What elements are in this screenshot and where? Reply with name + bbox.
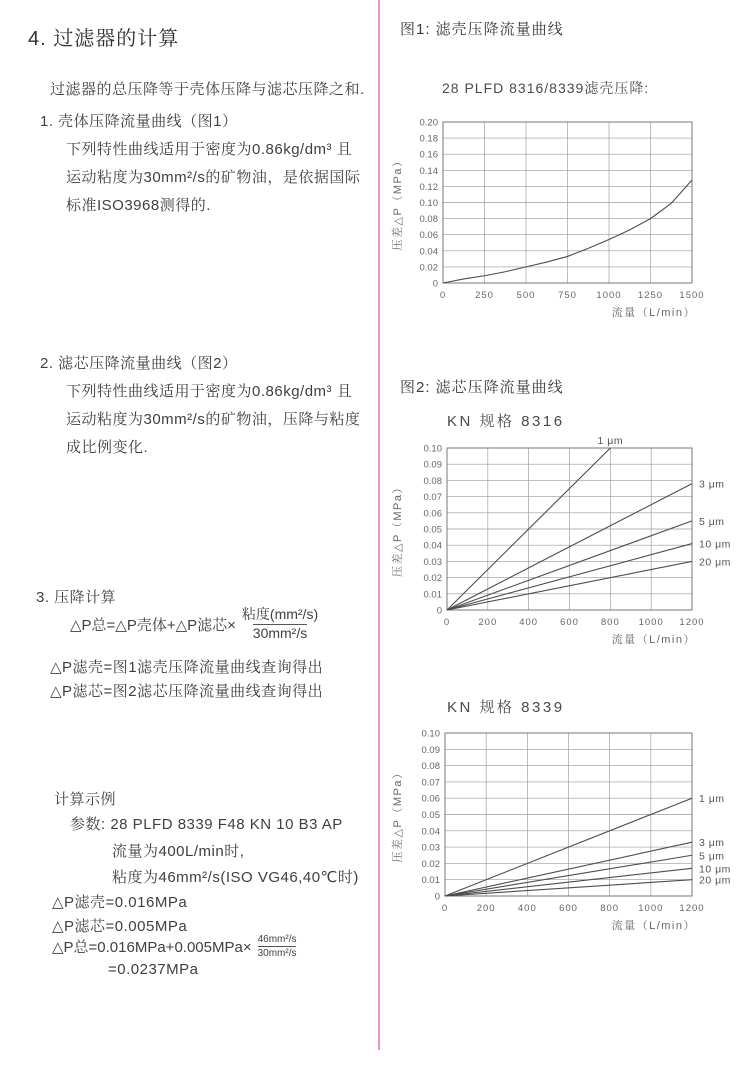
svg-text:250: 250	[475, 290, 494, 301]
figure-2-label: 图2: 滤芯压降流量曲线	[400, 379, 564, 396]
svg-text:0.07: 0.07	[421, 777, 440, 789]
section-1-line1: 下列特性曲线适用于密度为0.86kg/dm³ 且	[66, 141, 353, 158]
svg-text:0.03: 0.03	[423, 556, 442, 568]
chart-3-title: KN 规格 8339	[447, 699, 565, 716]
svg-text:0.20: 0.20	[419, 117, 438, 129]
page-title: 4. 过滤器的计算	[28, 28, 180, 50]
svg-text:0.07: 0.07	[423, 492, 442, 504]
formula-left-part: △P总=△P壳体+△P滤芯×	[70, 616, 236, 634]
section-2-line1: 下列特性曲线适用于密度为0.86kg/dm³ 且	[66, 383, 353, 400]
example-flow: 流量为400L/min时,	[112, 843, 245, 860]
svg-text:0.16: 0.16	[419, 149, 438, 161]
section-1-line2: 运动粘度为30mm²/s的矿物油，是依据国际	[66, 169, 361, 186]
section-2-line2: 运动粘度为30mm²/s的矿物油，压降与粘度	[66, 411, 361, 428]
svg-text:600: 600	[559, 903, 578, 914]
svg-text:0.08: 0.08	[419, 214, 438, 226]
svg-text:流量（L/min）: 流量（L/min）	[611, 634, 696, 646]
intro-text: 过滤器的总压降等于壳体压降与滤芯压降之和.	[50, 81, 365, 98]
svg-text:800: 800	[600, 903, 620, 914]
svg-text:压差△P（MPa）: 压差△P（MPa）	[392, 154, 404, 251]
example-fraction-denominator: 30mm²/s	[257, 948, 297, 959]
shell-lookup-line: △P滤壳=图1滤壳压降流量曲线查询得出	[50, 659, 324, 676]
svg-text:200: 200	[478, 617, 498, 628]
svg-text:1200: 1200	[679, 617, 705, 628]
example-total-formula	[52, 933, 296, 960]
svg-text:0.02: 0.02	[421, 858, 440, 870]
svg-text:400: 400	[519, 617, 539, 628]
svg-text:600: 600	[560, 617, 579, 628]
svg-text:0.06: 0.06	[421, 793, 440, 805]
fraction-numerator: 粘度(mm²/s)	[241, 606, 319, 622]
section-1	[40, 108, 360, 220]
svg-text:压差△P（MPa）: 压差△P（MPa）	[392, 766, 404, 863]
svg-text:0.04: 0.04	[419, 246, 438, 258]
svg-text:0.08: 0.08	[423, 475, 442, 487]
svg-text:0.02: 0.02	[423, 573, 442, 585]
example-heading: 计算示例	[54, 791, 117, 808]
svg-text:200: 200	[476, 903, 496, 914]
svg-text:压差△P（MPa）: 压差△P（MPa）	[392, 481, 404, 577]
svg-text:1000: 1000	[638, 903, 664, 914]
svg-text:0.09: 0.09	[421, 744, 440, 756]
section-1-heading: 1. 壳体压降流量曲线（图1）	[40, 113, 238, 130]
svg-text:0.05: 0.05	[421, 810, 440, 821]
svg-text:1200: 1200	[679, 903, 705, 914]
section-2-line3: 成比例变化.	[66, 439, 149, 456]
svg-text:1 μm: 1 μm	[699, 793, 725, 806]
svg-text:1000: 1000	[596, 290, 622, 301]
example-fraction-numerator: 46mm²/s	[257, 934, 297, 945]
svg-text:流量（L/min）: 流量（L/min）	[611, 307, 696, 319]
svg-text:1250: 1250	[637, 290, 664, 301]
svg-text:0: 0	[439, 290, 447, 301]
svg-text:5 μm: 5 μm	[699, 850, 725, 863]
svg-text:0.09: 0.09	[423, 459, 442, 471]
svg-text:0.01: 0.01	[423, 589, 442, 601]
svg-text:800: 800	[600, 617, 620, 628]
section-2	[40, 350, 360, 462]
svg-text:20 μm: 20 μm	[699, 556, 731, 569]
svg-text:5 μm: 5 μm	[699, 515, 725, 528]
pressure-formula	[70, 606, 318, 642]
svg-text:0.06: 0.06	[423, 508, 442, 520]
svg-text:10 μm: 10 μm	[699, 538, 731, 551]
kn-8316-pressure-drop-chart	[388, 436, 750, 654]
svg-text:0: 0	[441, 903, 449, 914]
svg-text:流量（L/min）: 流量（L/min）	[611, 920, 696, 932]
svg-text:1500: 1500	[679, 290, 705, 301]
chart-1-title: 28 PLFD 8316/8339滤壳压降:	[442, 80, 650, 96]
svg-text:0: 0	[436, 605, 442, 617]
svg-text:1000: 1000	[638, 617, 664, 628]
shell-pressure-drop-chart	[388, 110, 750, 328]
svg-text:400: 400	[517, 903, 537, 914]
svg-text:3 μm: 3 μm	[699, 478, 725, 491]
svg-text:3 μm: 3 μm	[699, 837, 725, 850]
svg-text:0: 0	[432, 278, 438, 290]
svg-text:20 μm: 20 μm	[699, 874, 731, 887]
svg-text:0.05: 0.05	[423, 524, 442, 536]
svg-text:0.04: 0.04	[423, 540, 442, 552]
example-shell-value: △P滤壳=0.016MPa	[52, 894, 188, 911]
svg-text:0.10: 0.10	[419, 198, 438, 209]
svg-text:0: 0	[443, 617, 451, 628]
formula-fraction	[242, 606, 318, 642]
fraction-denominator: 30mm²/s	[252, 624, 308, 641]
svg-text:500: 500	[516, 290, 536, 301]
element-lookup-line: △P滤芯=图2滤芯压降流量曲线查询得出	[50, 683, 324, 700]
figure-1-label: 图1: 滤壳压降流量曲线	[400, 21, 564, 38]
svg-text:0.01: 0.01	[421, 875, 440, 887]
svg-text:0.08: 0.08	[421, 761, 440, 773]
svg-text:0.10: 0.10	[423, 443, 442, 455]
example-params: 参数: 28 PLFD 8339 F48 KN 10 B3 AP	[70, 816, 343, 833]
svg-text:0.04: 0.04	[421, 826, 440, 838]
svg-text:0.02: 0.02	[419, 262, 438, 274]
kn-8339-pressure-drop-chart	[388, 721, 750, 939]
example-fraction	[258, 933, 297, 960]
example-result: =0.0237MPa	[108, 961, 199, 978]
example-viscosity: 粘度为46mm²/s(ISO VG46,40℃时)	[112, 869, 359, 886]
chart-2-title: KN 规格 8316	[447, 413, 565, 430]
svg-text:0: 0	[434, 891, 440, 903]
section-2-heading: 2. 滤芯压降流量曲线（图2）	[40, 355, 238, 372]
svg-text:0.12: 0.12	[419, 181, 438, 193]
example-total-left: △P总=0.016MPa+0.005MPa×	[52, 939, 252, 956]
svg-text:10 μm: 10 μm	[699, 863, 731, 876]
section-1-line3: 标准ISO3968测得的.	[66, 197, 211, 214]
svg-text:750: 750	[558, 290, 577, 301]
svg-text:0.14: 0.14	[419, 165, 438, 177]
svg-text:0.10: 0.10	[421, 728, 440, 740]
svg-text:0.18: 0.18	[419, 133, 438, 145]
column-divider-line	[378, 0, 380, 1050]
svg-text:0.06: 0.06	[419, 230, 438, 242]
section-3-heading: 3. 压降计算	[36, 589, 117, 606]
example-element-value: △P滤芯=0.005MPa	[52, 918, 188, 935]
svg-text:0.03: 0.03	[421, 842, 440, 854]
svg-text:1 μm: 1 μm	[597, 435, 624, 447]
